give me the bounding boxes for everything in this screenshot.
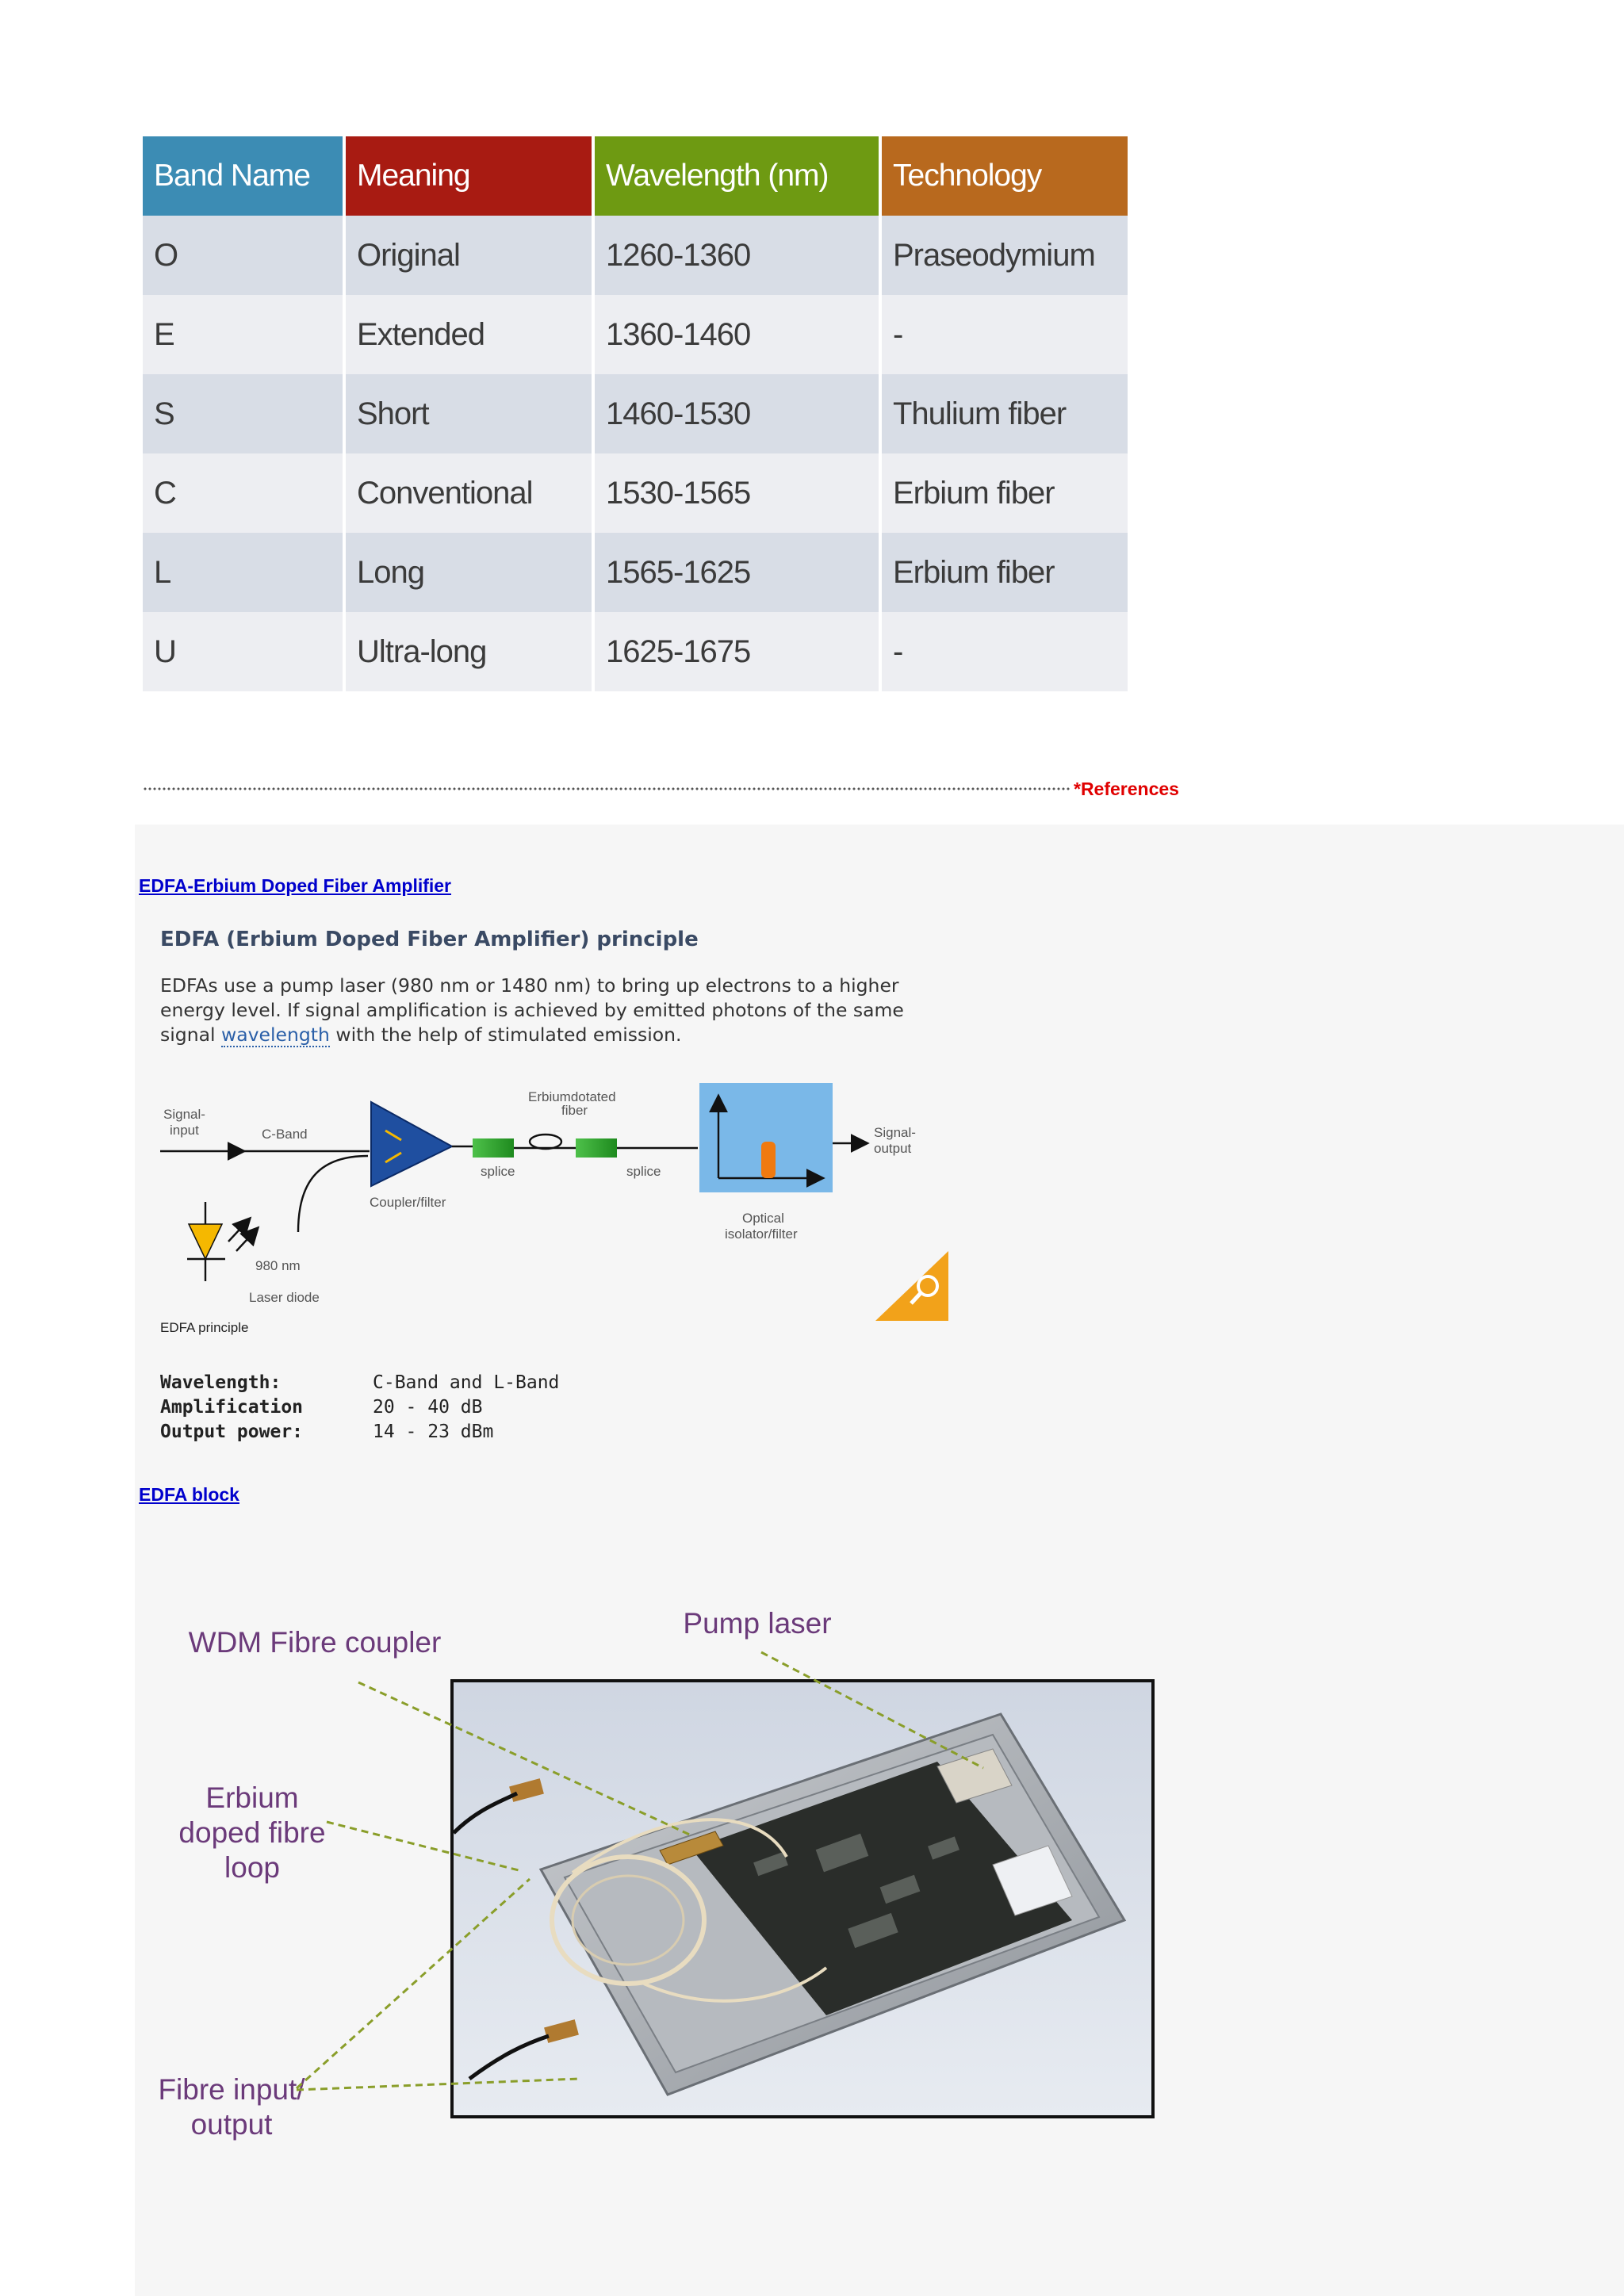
cell-technology: Erbium fiber xyxy=(880,533,1129,612)
cell-band: U xyxy=(143,612,344,691)
cell-technology: - xyxy=(880,612,1129,691)
header-band-name: Band Name xyxy=(143,136,344,216)
cell-wavelength: 1625-1675 xyxy=(593,612,880,691)
c-band-label: C-Band xyxy=(262,1127,308,1142)
spec-row xyxy=(160,1419,559,1444)
cell-meaning: Conventional xyxy=(344,453,593,533)
band-table xyxy=(143,136,1131,691)
table-row xyxy=(143,216,1129,295)
cell-meaning: Original xyxy=(344,216,593,295)
cell-wavelength: 1565-1625 xyxy=(593,533,880,612)
cell-meaning: Short xyxy=(344,374,593,453)
coupler-filter-label: Coupler/filter xyxy=(370,1195,446,1210)
table-row xyxy=(143,612,1129,691)
cell-technology: - xyxy=(880,295,1129,374)
erbium-fiber-label-2: fiber xyxy=(561,1103,588,1118)
cell-meaning: Ultra-long xyxy=(344,612,593,691)
cell-band: S xyxy=(143,374,344,453)
splice-label-2: splice xyxy=(626,1164,661,1179)
cell-technology: Thulium fiber xyxy=(880,374,1129,453)
cell-technology: Erbium fiber xyxy=(880,453,1129,533)
cell-band: O xyxy=(143,216,344,295)
cell-band: C xyxy=(143,453,344,533)
references-separator xyxy=(143,777,1253,801)
callout-fibre-input-output: Fibre input/ output xyxy=(158,2073,305,2141)
header-meaning: Meaning xyxy=(344,136,593,216)
spec-value: 14 - 23 dBm xyxy=(373,1421,494,1442)
edfa-spec-table xyxy=(160,1370,559,1444)
splice-label-1: splice xyxy=(481,1164,515,1179)
edfa-link[interactable]: EDFA-Erbium Doped Fiber Amplifier xyxy=(139,875,452,896)
spec-value: 20 - 40 dB xyxy=(373,1396,483,1418)
optical-isolator-label-2: isolator/filter xyxy=(725,1226,798,1242)
edfa-description xyxy=(160,974,953,1047)
spec-key: Output power: xyxy=(160,1421,304,1442)
cell-band: L xyxy=(143,533,344,612)
asterisk-divider xyxy=(143,785,1071,793)
cell-wavelength: 1530-1565 xyxy=(593,453,880,533)
table-row xyxy=(143,453,1129,533)
table-row xyxy=(143,295,1129,374)
optical-isolator-label: Optical xyxy=(742,1211,784,1226)
description-text-start: EDFAs use a pump laser (980 nm or 1480 nm) to bring up electrons to a higher energy level. If signal amplification is achieved by emitted photons of the same signal xyxy=(160,974,904,1046)
pump-fiber-line xyxy=(298,1156,368,1232)
signal-input-label-2: input xyxy=(170,1123,199,1138)
cell-band: E xyxy=(143,295,344,374)
cell-meaning: Long xyxy=(344,533,593,612)
erbium-fiber-label: Erbiumdotated xyxy=(528,1089,616,1104)
edfa-principle-diagram xyxy=(155,1083,964,1337)
table-row xyxy=(143,533,1129,612)
header-wavelength: Wavelength (nm) xyxy=(593,136,880,216)
cell-technology: Praseodymium xyxy=(880,216,1129,295)
spec-key: Amplification xyxy=(160,1396,304,1418)
callout-erbium-doped-fibre-loop: Erbium doped fibre loop xyxy=(178,1781,326,1884)
spec-row xyxy=(160,1370,559,1395)
table-row xyxy=(143,374,1129,453)
wavelength-link[interactable]: wavelength xyxy=(220,1024,330,1046)
laser-diode-label: Laser diode xyxy=(249,1290,320,1305)
cell-meaning: Extended xyxy=(344,295,593,374)
signal-input-label: Signal- xyxy=(163,1107,205,1122)
cell-wavelength: 1360-1460 xyxy=(593,295,880,374)
edfa-principle-title: EDFA (Erbium Doped Fiber Amplifier) principle xyxy=(160,928,699,951)
edfa-block-link[interactable]: EDFA block xyxy=(139,1484,239,1505)
edfa-principle-caption: EDFA principle xyxy=(160,1320,249,1335)
erbium-fiber-loop-icon xyxy=(530,1135,561,1149)
signal-output-label: Signal- xyxy=(874,1125,916,1140)
980nm-label: 980 nm xyxy=(255,1258,301,1273)
description-text-end: with the help of stimulated emission. xyxy=(329,1024,682,1046)
splice-icon xyxy=(576,1138,617,1158)
coupler-filter-icon xyxy=(371,1102,452,1186)
edfa-module-photo xyxy=(450,1679,1155,2118)
laser-diode-icon xyxy=(189,1224,222,1259)
callout-wdm-fibre-coupler: WDM Fibre coupler xyxy=(188,1626,442,1659)
callout-pump-laser: Pump laser xyxy=(683,1607,832,1640)
cell-wavelength: 1260-1360 xyxy=(593,216,880,295)
header-technology: Technology xyxy=(880,136,1129,216)
edfa-module-illustration xyxy=(454,1682,1151,2115)
band-table-header-row xyxy=(143,136,1129,216)
spec-value: C-Band and L-Band xyxy=(373,1372,560,1393)
splice-icon xyxy=(473,1138,514,1158)
cell-wavelength: 1460-1530 xyxy=(593,374,880,453)
references-link[interactable]: *References xyxy=(1074,778,1179,799)
filter-peak-icon xyxy=(761,1142,776,1178)
signal-output-label-2: output xyxy=(874,1141,912,1156)
spec-row xyxy=(160,1395,559,1419)
spec-key: Wavelength: xyxy=(160,1372,282,1393)
